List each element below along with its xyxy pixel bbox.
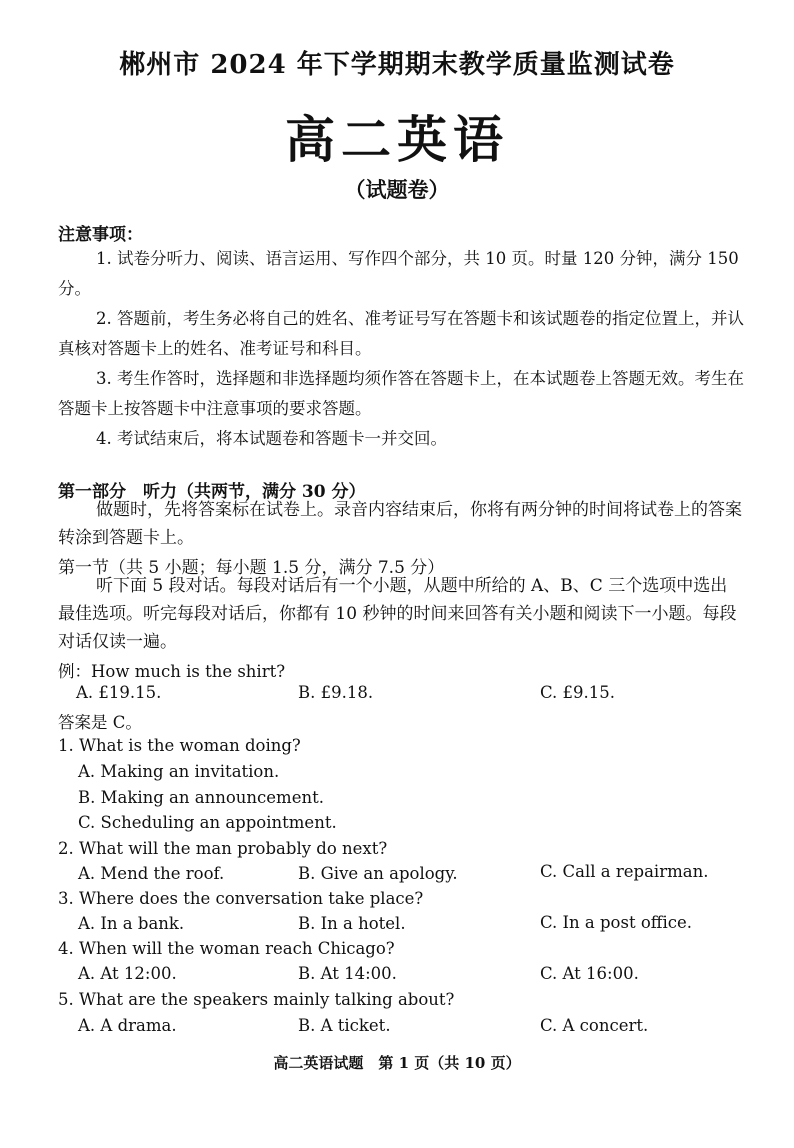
question-3-option-a: A. In a bank. — [78, 914, 185, 933]
example-answer: 答案是 C。 — [58, 713, 142, 732]
part1-title: 第一部分 听力（共两节，满分 30 分） — [58, 482, 366, 502]
notice-title: 注意事项： — [58, 225, 143, 245]
question-2-option-a: A. Mend the roof. — [78, 864, 225, 883]
question-5-option-c: C. A concert. — [540, 1016, 649, 1035]
example-question: 例：How much is the shirt? — [58, 662, 286, 681]
question-1-option-a: A. Making an invitation. — [78, 762, 280, 781]
question-2-option-b: B. Give an apology. — [298, 864, 458, 883]
question-2: 2. What will the man probably do next? — [58, 839, 388, 858]
question-1-option-c: C. Scheduling an appointment. — [78, 813, 337, 832]
question-4-option-c: C. At 16:00. — [540, 964, 639, 983]
question-5: 5. What are the speakers mainly talking about? — [58, 990, 455, 1009]
paper-type: （试题卷） — [344, 177, 450, 202]
question-4-option-a: A. At 12:00. — [78, 964, 177, 983]
question-4-option-b: B. At 14:00. — [298, 964, 397, 983]
question-2-option-c: C. Call a repairman. — [540, 862, 709, 881]
question-5-option-b: B. A ticket. — [298, 1016, 391, 1035]
question-1: 1. What is the woman doing? — [58, 736, 301, 755]
part1-intro: 做题时，先将答案标在试卷上。录音内容结束后，你将有两分钟的时间将试卷上的答案转涂到答题卡上。 — [58, 500, 742, 548]
example-option-b: B. £9.18. — [298, 683, 374, 702]
example-option-a: A. £19.15. — [76, 683, 162, 702]
question-3-option-b: B. In a hotel. — [298, 914, 406, 933]
notice-item-2: 2. 答题前，考生务必将自己的姓名、准考证号写在答题卡和该试题卷的指定位置上，并认真核对答题卡上的姓名、准考证号和科目。 — [58, 309, 744, 358]
exam-title: 郴州市 2024 年下学期期末教学质量监测试卷 — [119, 50, 675, 80]
question-3: 3. Where does the conversation take place? — [58, 889, 424, 908]
section1-intro: 听下面 5 段对话。每段对话后有一个小题，从题中所给的 A、B、C 三个选项中选出最佳选项。听完每段对话后，你都有 10 秒钟的时间来回答有关小题和阅读下一小题。每段对话仅读一遍。 — [58, 576, 737, 652]
notice-item-1: 1. 试卷分听力、阅读、语言运用、写作四个部分，共 10 页。时量 120 分钟，满分 150 分。 — [58, 249, 739, 298]
notice-item-4: 4. 考试结束后，将本试题卷和答题卡一并交回。 — [96, 429, 447, 448]
section1-title: 第一节（共 5 小题；每小题 1.5 分，满分 7.5 分） — [58, 558, 445, 578]
subject-title: 高二英语 — [285, 110, 509, 169]
question-1-option-b: B. Making an announcement. — [78, 788, 324, 807]
page-footer: 高二英语试题 第 1 页（共 10 页） — [273, 1054, 521, 1072]
notice-item-3: 3. 考生作答时，选择题和非选择题均须作答在答题卡上，在本试题卷上答题无效。考生在答题卡上按答题卡中注意事项的要求答题。 — [58, 369, 744, 418]
question-4: 4. When will the woman reach Chicago? — [58, 939, 395, 958]
example-option-c: C. £9.15. — [540, 683, 616, 702]
question-5-option-a: A. A drama. — [78, 1016, 177, 1035]
question-3-option-c: C. In a post office. — [540, 913, 693, 932]
